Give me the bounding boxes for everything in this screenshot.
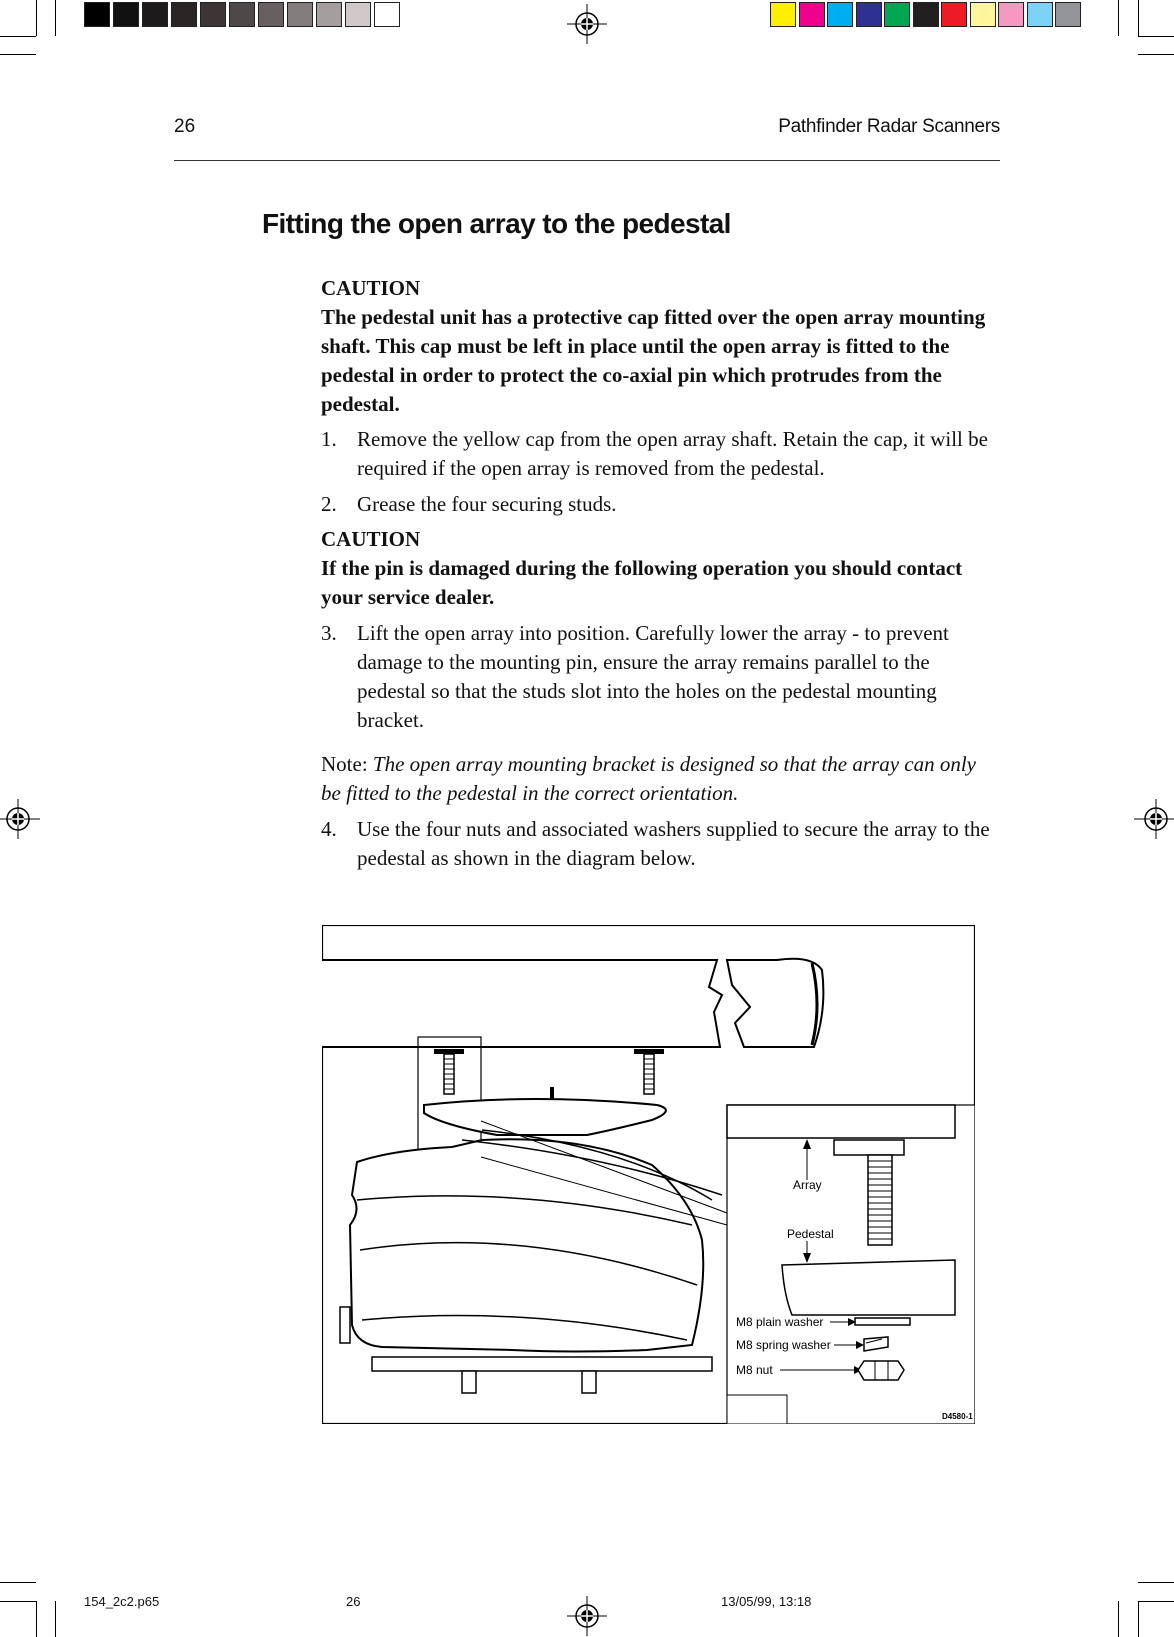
note-text: The open array mounting bracket is designed so that the array can only be fitted to the pedestal in the correct orientation. — [321, 752, 977, 805]
color-swatch — [1027, 2, 1053, 27]
caution-label: CAUTION — [321, 527, 421, 551]
color-swatch — [998, 2, 1024, 27]
caution-text: The pedestal unit has a protective cap fitted over the open array mounting shaft. This cap must be left in place until the open array is fitted to the pedestal in order to protect the co-axial pin which protrudes from the pedestal. — [321, 305, 986, 416]
page-number: 26 — [174, 116, 196, 137]
gray-swatch — [229, 2, 255, 27]
label-spring-washer: M8 spring washer — [736, 1338, 831, 1352]
note-label: Note — [321, 752, 362, 776]
gray-swatch — [84, 2, 110, 27]
caution-text: If the pin is damaged during the following operation you should contact your service dealer. — [321, 556, 963, 609]
gray-swatch — [374, 2, 400, 27]
crop-mark — [0, 1582, 36, 1583]
registration-mark-bottom — [567, 1596, 607, 1636]
crop-mark — [1138, 0, 1139, 36]
label-plain-washer: M8 plain washer — [736, 1315, 824, 1329]
detail-array — [727, 1105, 955, 1138]
step-number: 1. — [321, 427, 337, 451]
color-swatch — [970, 2, 996, 27]
crop-mark — [0, 1601, 36, 1602]
crop-mark — [1138, 1601, 1174, 1602]
gray-swatch — [345, 2, 371, 27]
color-swatch — [770, 2, 796, 27]
crop-mark — [0, 54, 36, 55]
color-swatch — [856, 2, 882, 27]
drain-plug — [340, 1307, 350, 1343]
plain-washer-icon — [855, 1318, 910, 1325]
gray-swatch — [200, 2, 226, 27]
registration-mark-top — [567, 4, 607, 44]
registration-mark-left — [0, 799, 40, 839]
crop-mark — [1138, 36, 1174, 37]
crop-mark — [55, 1601, 56, 1637]
gray-swatch — [316, 2, 342, 27]
caution-label: CAUTION — [321, 276, 421, 300]
step-text: Use the four nuts and associated washers supplied to secure the array to the pedestal as shown in the diagram below. — [357, 817, 990, 870]
color-swatch — [799, 2, 825, 27]
gray-swatch — [258, 2, 284, 27]
color-swatch — [884, 2, 910, 27]
color-swatch — [941, 2, 967, 27]
diagram-reference: D4580-1 — [942, 1412, 973, 1421]
color-swatch — [827, 2, 853, 27]
crop-mark — [1138, 1601, 1139, 1637]
page-title: Fitting the open array to the pedestal — [262, 208, 731, 239]
step-number: 3. — [321, 621, 337, 645]
gray-swatch — [142, 2, 168, 27]
step-text: Remove the yellow cap from the open array shaft. Retain the cap, it will be required if the open array is removed from the pedestal. — [357, 427, 988, 480]
mounting-diagram — [322, 925, 975, 1424]
array-beam — [322, 960, 722, 1047]
crop-mark — [1138, 54, 1174, 55]
detail-pedestal — [782, 1260, 955, 1315]
color-swatch — [1055, 2, 1081, 27]
label-array: Array — [793, 1178, 822, 1192]
running-title: Pathfinder Radar Scanners — [778, 116, 1000, 137]
crop-mark — [1138, 1582, 1174, 1583]
nut-icon — [858, 1361, 904, 1380]
crop-mark — [1118, 0, 1119, 36]
gray-swatch — [287, 2, 313, 27]
crop-mark — [36, 0, 37, 36]
step-text: Grease the four securing studs. — [357, 492, 617, 516]
crop-mark — [36, 1601, 37, 1637]
label-nut: M8 nut — [736, 1363, 773, 1377]
base-plate — [372, 1357, 712, 1371]
crop-mark — [1118, 1601, 1119, 1637]
step-number: 2. — [321, 492, 337, 516]
label-pedestal: Pedestal — [787, 1227, 834, 1241]
nut — [582, 1371, 596, 1393]
step-number: 4. — [321, 817, 337, 841]
detail-stud-head — [834, 1140, 904, 1155]
step-text: Lift the open array into position. Carefully lower the array - to prevent damage to the mounting pin, ensure the array remains parallel to the pedestal so that the studs slot into the holes on the pedestal mounting bracket. — [357, 621, 949, 732]
gray-swatch — [171, 2, 197, 27]
crop-mark — [0, 36, 36, 37]
detail-stud — [868, 1155, 892, 1245]
note: Note: The open array mounting bracket is designed so that the array can only be fitted to the pedestal in the correct orientation. — [321, 752, 977, 805]
header-rule — [174, 160, 1000, 161]
registration-mark-right — [1134, 799, 1174, 839]
slug-file: 154_2c2.p65 — [84, 1594, 160, 1609]
color-swatch — [913, 2, 939, 27]
gray-swatch — [113, 2, 139, 27]
nut — [462, 1371, 476, 1393]
slug-timestamp: 13/05/99, 13:18 — [721, 1594, 812, 1609]
slug-page: 26 — [346, 1594, 361, 1609]
crop-mark — [55, 0, 56, 36]
